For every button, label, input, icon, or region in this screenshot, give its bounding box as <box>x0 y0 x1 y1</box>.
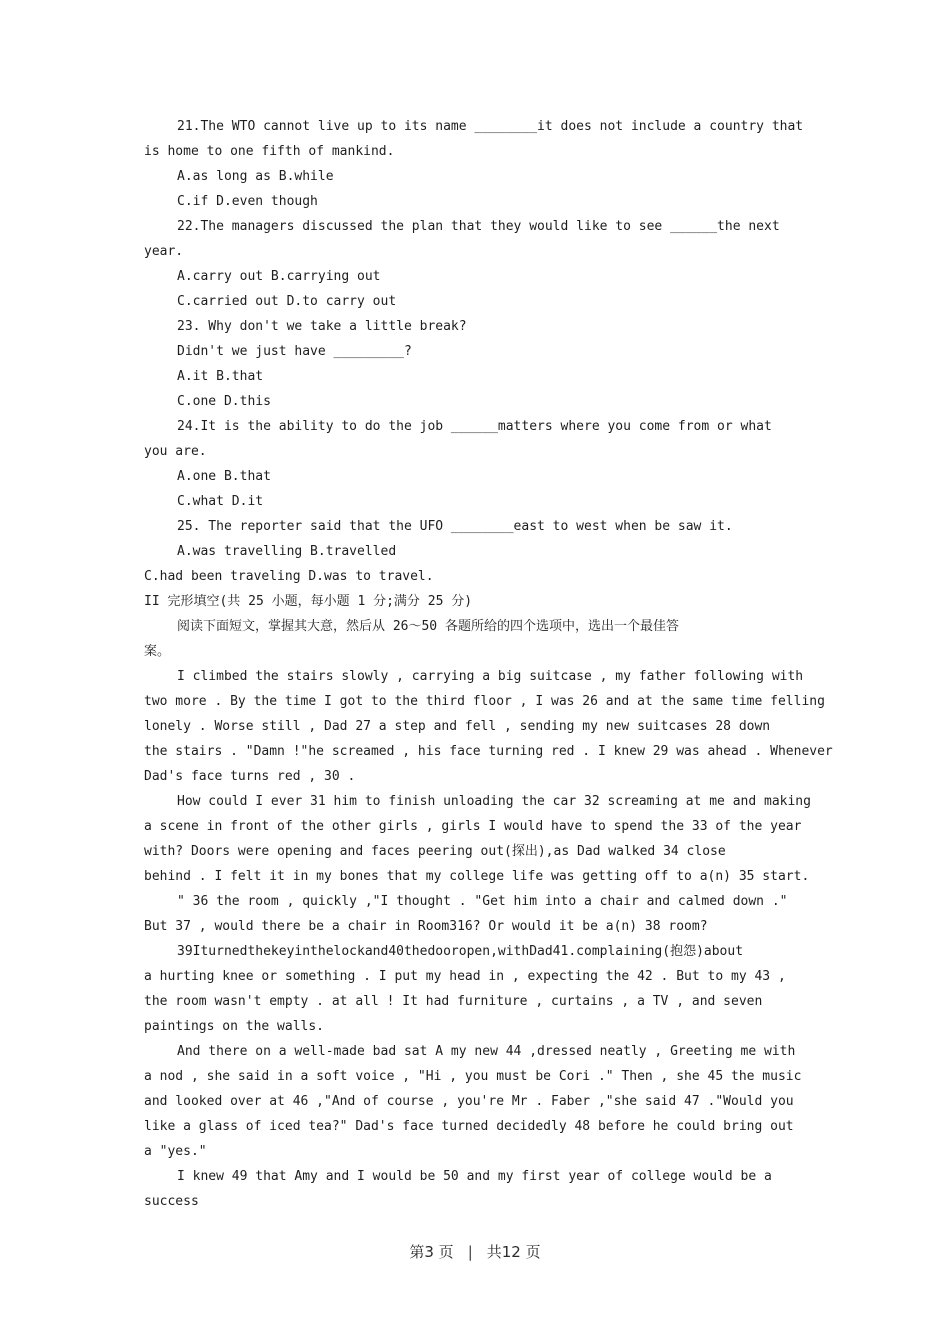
text-line: A.as long as B.while <box>177 169 334 184</box>
footer-total-pages: 共12 页 <box>486 1243 541 1261</box>
text-line: C.had been traveling D.was to travel. <box>144 569 434 584</box>
text-line: But 37 , would there be a chair in Room316? Or would it be a(n) 38 room? <box>144 919 708 934</box>
text-line: II 完形填空(共 25 小题，每小题 1 分;满分 25 分) <box>144 594 473 609</box>
text-line: two more . By the time I got to the third floor , I was 26 and at the same time felling <box>144 694 825 709</box>
text-line: C.if D.even though <box>177 194 318 209</box>
text-line: a hurting knee or something . I put my head in , expecting the 42 . But to my 43 , <box>144 969 786 984</box>
text-line: paintings on the walls. <box>144 1019 325 1034</box>
text-line: a nod , she said in a soft voice , "Hi , you must be Cori ." Then , she 45 the music <box>144 1069 802 1084</box>
text-line: I knew 49 that Amy and I would be 50 and my first year of college would be a <box>177 1169 772 1184</box>
text-line: and looked over at 46 ,"And of course , you're Mr . Faber ,"she said 47 ."Would you <box>144 1094 794 1109</box>
text-line: Dad's face turns red , 30 . <box>144 769 356 784</box>
text-line: is home to one fifth of mankind. <box>144 144 395 159</box>
text-line: 21.The WTO cannot live up to its name ________it does not include a country that <box>177 119 804 134</box>
text-line: How could I ever 31 him to finish unloading the car 32 screaming at me and making <box>177 794 811 809</box>
text-line: the stairs . "Damn !"he screamed , his face turning red . I knew 29 was ahead . Whenever <box>144 744 833 759</box>
text-line: A.was travelling B.travelled <box>177 544 397 559</box>
text-line: And there on a well-made bad sat A my new 44 ,dressed neatly , Greeting me with <box>177 1044 796 1059</box>
text-line: 25. The reporter said that the UFO ________east to west when be saw it. <box>177 519 733 534</box>
text-line: C.what D.it <box>177 494 264 509</box>
text-line: 22.The managers discussed the plan that they would like to see ______the next <box>177 219 780 234</box>
text-line: 案。 <box>144 644 171 659</box>
text-line: a "yes." <box>144 1144 207 1159</box>
text-line: A.one B.that <box>177 469 271 484</box>
footer-page-number: 第3 页 <box>409 1243 454 1261</box>
text-line: 23. Why don't we take a little break? <box>177 319 467 334</box>
text-line: C.carried out D.to carry out <box>177 294 397 309</box>
page-footer <box>0 1241 950 1262</box>
text-line: like a glass of iced tea?" Dad's face turned decidedly 48 before he could bring out <box>144 1119 794 1134</box>
text-line: Didn't we just have _________? <box>177 344 412 359</box>
text-line: the room wasn't empty . at all ! It had furniture , curtains , a TV , and seven <box>144 994 763 1009</box>
document-body <box>144 114 833 1214</box>
text-line: A.it B.that <box>177 369 264 384</box>
text-line: 阅读下面短文，掌握其大意，然后从 26～50 各题所给的四个选项中，选出一个最佳答 <box>177 619 679 634</box>
text-line: A.carry out B.carrying out <box>177 269 381 284</box>
text-line: C.one D.this <box>177 394 271 409</box>
text-line: I climbed the stairs slowly , carrying a big suitcase , my father following with <box>177 669 804 684</box>
text-line: year. <box>144 244 184 259</box>
text-line: " 36 the room , quickly ,"I thought . "Get him into a chair and calmed down ." <box>177 894 788 909</box>
text-line: with? Doors were opening and faces peering out(探出),as Dad walked 34 close <box>144 844 726 859</box>
text-line: success <box>144 1194 199 1209</box>
text-line: 39Iturnedthekeyinthelockand40thedooropen,withDad41.complaining(抱怨)about <box>177 944 744 959</box>
text-line: you are. <box>144 444 207 459</box>
footer-separator: | <box>467 1242 473 1261</box>
text-line: 24.It is the ability to do the job ______matters where you come from or what <box>177 419 772 434</box>
text-line: lonely . Worse still , Dad 27 a step and fell , sending my new suitcases 28 down <box>144 719 771 734</box>
text-line: behind . I felt it in my bones that my college life was getting off to a(n) 35 start. <box>144 869 810 884</box>
text-line: a scene in front of the other girls , girls I would have to spend the 33 of the year <box>144 819 802 834</box>
